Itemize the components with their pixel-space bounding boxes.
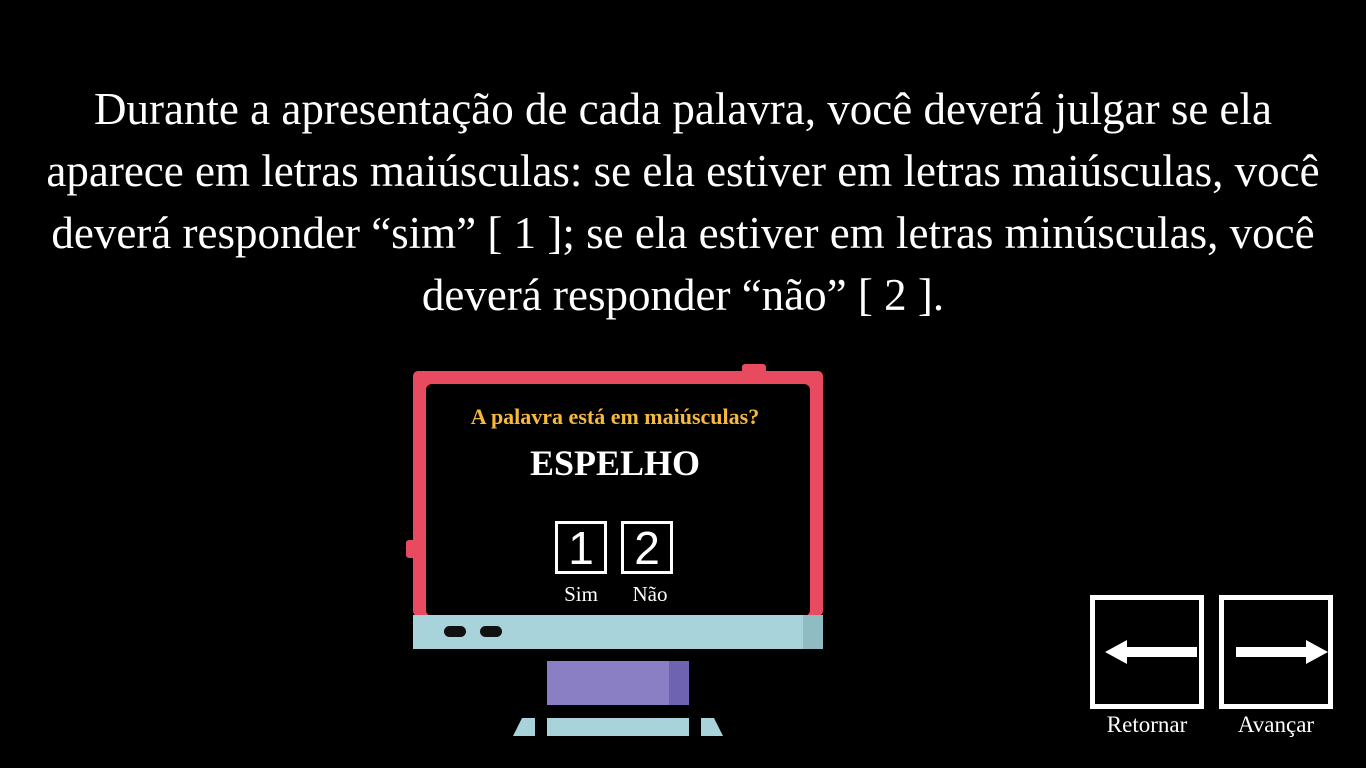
back-label: Retornar — [1106, 712, 1188, 737]
instructions-text: Durante a apresentação de cada palavra, você deverá julgar se ela aparece em letras maiúsculas: se ela estiver em letras maiúsculas, você deverá responder “sim” [ 1 ]; se ela estiver em letras minúsculas, você deverá responder “não” [ 2 ]. — [46, 84, 1320, 320]
arrow-right-icon — [1234, 639, 1328, 665]
next-button[interactable] — [1219, 595, 1333, 709]
back-button[interactable] — [1090, 595, 1204, 709]
key-2-box: 2 — [621, 521, 673, 574]
next-label: Avançar — [1237, 712, 1315, 737]
monitor-illustration — [404, 362, 832, 740]
key-2-label: Não — [632, 582, 668, 606]
key-1-box: 1 — [555, 521, 607, 574]
key-1-label: Sim — [564, 582, 598, 606]
example-word: ESPELHO — [529, 443, 701, 483]
arrow-left-icon — [1105, 639, 1199, 665]
example-question: A palavra está em maiúsculas? — [470, 404, 760, 429]
